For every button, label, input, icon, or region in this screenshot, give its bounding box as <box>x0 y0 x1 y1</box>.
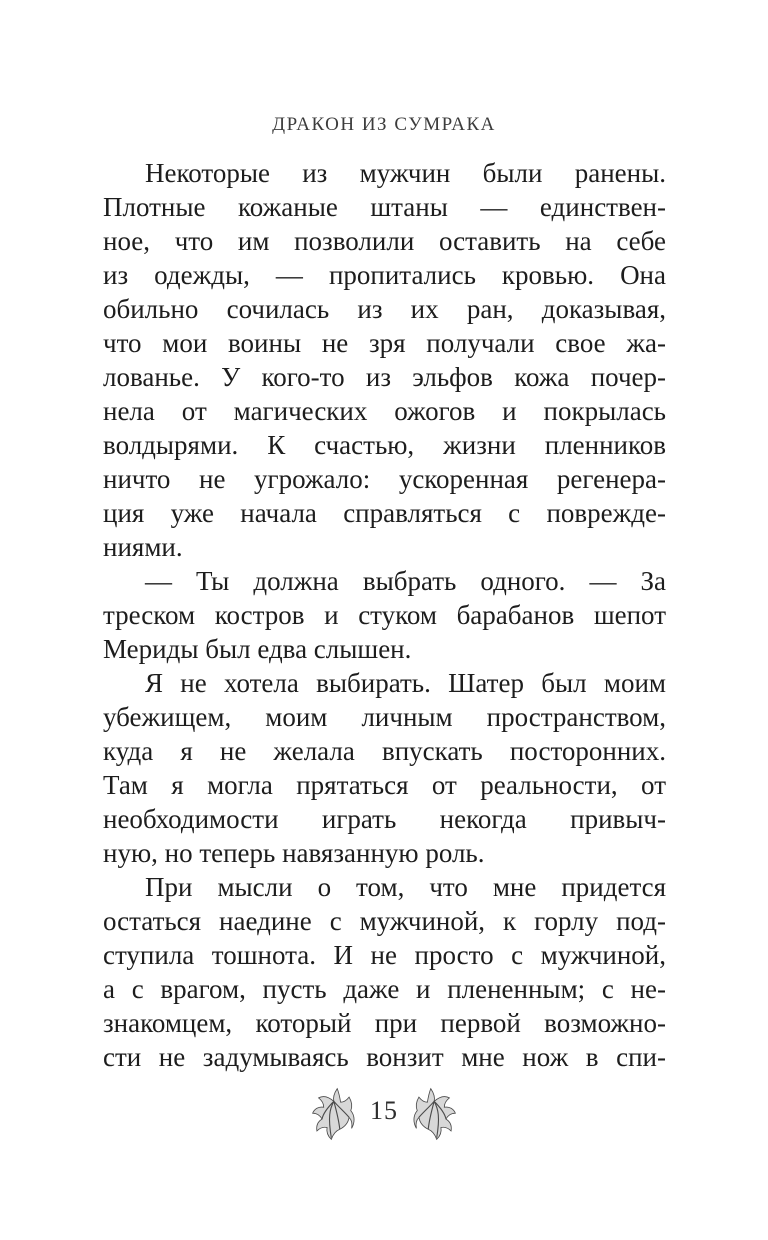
text-line: нела от магических ожогов и покрылась <box>103 396 666 426</box>
text-line: знакомцем, который при первой возможно- <box>103 1008 666 1038</box>
paragraph <box>103 666 666 870</box>
text-line: убежищем, моим личным пространством, <box>103 702 666 732</box>
text-line: ция уже начала справляться с поврежде- <box>103 498 666 528</box>
text-line: сти не задумываясь вонзит мне нож в спи- <box>103 1042 666 1072</box>
text-line: Я не хотела выбирать. Шатер был моим <box>145 668 666 698</box>
text-line: что мои воины не зря получали свое жа- <box>103 328 666 358</box>
page-footer <box>0 1084 768 1144</box>
text-line: Плотные кожаные штаны — единствен- <box>103 192 666 222</box>
text-line: При мысли о том, что мне придется <box>145 872 666 902</box>
text-line: ную, но теперь навязанную роль. <box>103 838 485 868</box>
text-line: Там я могла прятаться от реальности, от <box>103 770 666 800</box>
text-line: ное, что им позволили оставить на себе <box>103 226 666 256</box>
text-line: — Ты должна выбрать одного. — За <box>145 566 666 596</box>
running-head: ДРАКОН ИЗ СУМРАКА <box>272 114 496 135</box>
text-line: лованье. У кого-то из эльфов кожа почер- <box>103 362 666 392</box>
dragon-wing-left-icon <box>311 1086 355 1142</box>
text-line: ступила тошнота. И не просто с мужчиной, <box>103 940 666 970</box>
page-number: 15 <box>370 1096 398 1125</box>
paragraph <box>103 564 666 666</box>
text-line: из одежды, — пропитались кровью. Она <box>103 260 666 290</box>
text-line: треском костров и стуком барабанов шепот <box>103 600 666 630</box>
text-line: Мериды был едва слышен. <box>103 634 412 664</box>
paragraph <box>103 156 666 564</box>
text-line: ниями. <box>103 532 183 562</box>
text-block <box>103 156 666 1074</box>
text-line: остаться наедине с мужчиной, к горлу под- <box>103 906 666 936</box>
text-line: куда я не желала впускать посторонних. <box>103 736 666 766</box>
text-line: Некоторые из мужчин были ранены. <box>145 158 666 188</box>
dragon-wing-right-icon <box>413 1086 457 1142</box>
text-line: а с врагом, пусть даже и плененным; с не- <box>103 974 666 1004</box>
text-line: волдырями. К счастью, жизни пленников <box>103 430 666 460</box>
paragraph <box>103 870 666 1074</box>
text-line: необходимости играть некогда привыч- <box>103 804 666 834</box>
text-line: обильно сочилась из их ран, доказывая, <box>103 294 666 324</box>
text-line: ничто не угрожало: ускоренная регенера- <box>103 464 666 494</box>
